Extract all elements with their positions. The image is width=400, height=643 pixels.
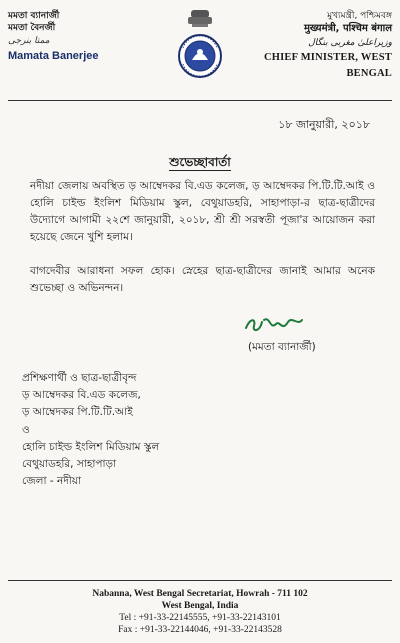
header-left-name-block [8, 10, 128, 64]
title-bengali: মুখ্যমন্ত্রী, পশ্চিমবঙ্গ [327, 11, 392, 21]
recipient-line: ড় আম্বেদকর বি.এড কলেজ, [22, 389, 141, 402]
title-english: CHIEF MINISTER, WEST BENGAL [264, 52, 392, 79]
letter-date: ১৮ জানুয়ারী, ২০১৮ [278, 118, 370, 131]
recipient-line: জেলা - নদীয়া [22, 475, 82, 488]
name-urdu: ممتا بنرجی [8, 36, 50, 46]
title-urdu: وزیراعلیٰ مغربی بنگال [308, 38, 392, 48]
header-right-title-block [242, 10, 392, 82]
footer-line-fax: Fax : +91-33-22144046, +91-33-22143528 [118, 625, 282, 635]
footer-address [0, 588, 400, 636]
recipient-line: প্রশিক্ষণার্থী ও ছাত্র-ছাত্রীবৃন্দ [22, 372, 137, 384]
footer-line-tel: Tel : +91-33-22145555, +91-33-22143101 [119, 613, 281, 623]
name-bengali-alt: মমতা বৈনর্জী [8, 23, 56, 33]
recipient-line: হোলি চাইল্ড ইংলিশ মিডিয়াম স্কুল [22, 440, 160, 453]
body-paragraph-2: বাগদেবীর আরাধনা সফল হোক। স্নেহের ছাত্র-ছাত্রীদের জানাই আমার অনেক শুভেচ্ছা ও অভিনন্দন। [30, 265, 375, 294]
state-emblem-icon [175, 8, 225, 96]
handwritten-signature [240, 312, 320, 340]
header-divider [8, 100, 392, 101]
recipient-address [22, 370, 159, 490]
footer-divider [8, 580, 392, 581]
body-paragraph-1: নদীয়া জেলায় অবস্থিত ড় আম্বেদকর বি.এড কলেজ, ড় আম্বেদকর পি.টি.টি.আই ও হোলি চাইল্ড ইংলিশ মিডিয়াম স্কুল, বেথুয়াডহরি, সাহাপাড়া-র ছাত্র-ছাত্রীদের উদ্যোগে আগামী ২২শে জানুয়ারী, ২০১৮, শ্রী শ্রী সরস্বতী পূজা'র আয়োজন করা হয়েছে জেনে খুশি হলাম। [30, 180, 375, 243]
name-bengali: মমতা ব্যানার্জী [8, 11, 60, 21]
recipient-line: বেথুয়াডহরি, সাহাপাড়া [22, 458, 117, 471]
recipient-line: ড় আম্বেদকর পি.টি.টি.আই [22, 406, 133, 419]
footer-line-address: Nabanna, West Bengal Secretariat, Howrah - 711 102 [92, 589, 308, 599]
title-hindi: मुख्यमंत्री, पश्चिम बंगाल [303, 23, 392, 34]
letter-title-text: শুভেচ্ছাবার্তা [169, 155, 231, 169]
signature-name: (মমতা ব্যানার্জী) [248, 341, 316, 353]
name-english: Mamata Banerjee [8, 50, 99, 62]
footer-line-country: West Bengal, India [161, 601, 239, 611]
letter-title [0, 154, 400, 174]
recipient-line: ও [22, 423, 30, 436]
